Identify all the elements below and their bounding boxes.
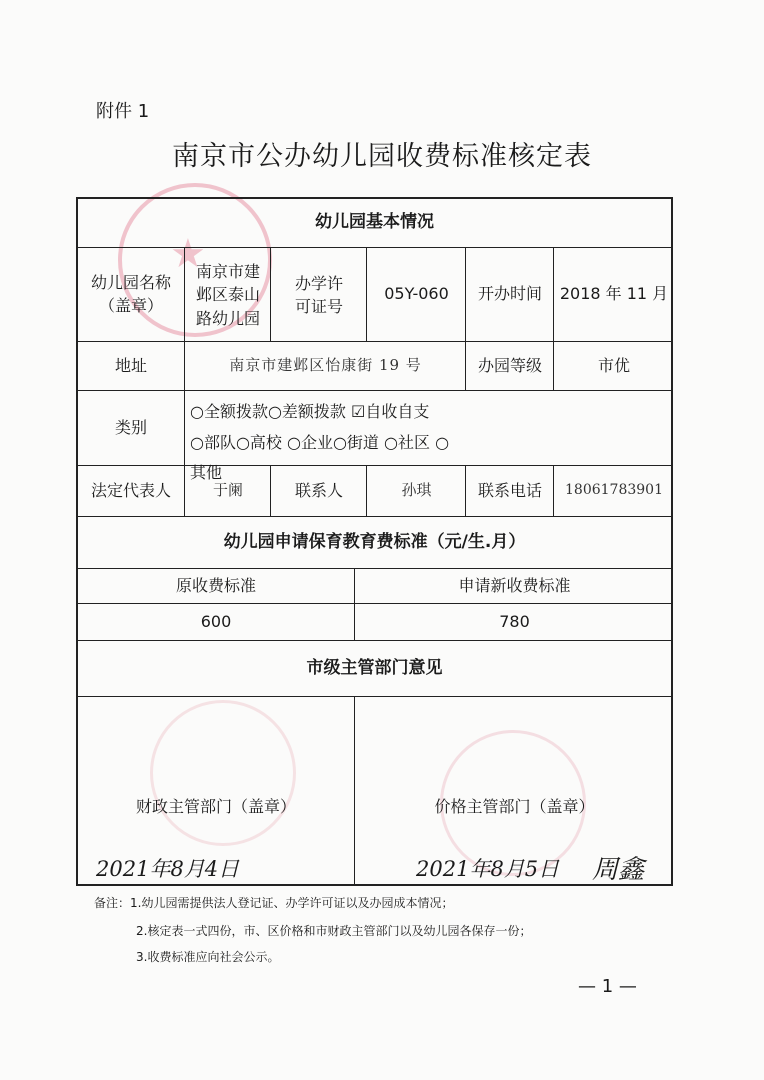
note-1: 备注：1.幼儿园需提供法人登记证、办学许可证以及办园成本情况；: [94, 896, 454, 910]
attachment-label: 附件 1: [96, 101, 150, 122]
label-address: 地址: [114, 355, 147, 375]
section-basic-info: 幼儿园基本情况: [315, 212, 434, 233]
label-kindergarten-name: 幼儿园名称（盖章）: [90, 272, 171, 315]
label-opening-date: 开办时间: [477, 284, 542, 304]
label-category: 类别: [114, 417, 147, 437]
value-opening-date: 2018 年 11 月: [559, 284, 669, 304]
label-new-fee: 申请新收费标准: [458, 575, 571, 595]
finance-signature-date: 2021年8月4日: [96, 857, 240, 881]
value-kindergarten-name: 南京市建邺区泰山路幼儿园: [195, 262, 260, 328]
label-license-number: 办学许可证号: [294, 273, 343, 316]
note-3: 3.收费标准应向社会公示。: [136, 950, 280, 964]
section-dept-opinion: 市级主管部门意见: [306, 657, 443, 678]
label-original-fee: 原收费标准: [175, 575, 256, 595]
kindergarten-seal: ★: [118, 183, 272, 337]
value-new-fee: 780: [499, 611, 530, 631]
category-options-line2: ○部队○高校 ○企业○街道 ○社区 ○其他: [190, 433, 450, 482]
value-original-fee: 600: [200, 611, 232, 631]
value-contact-person: 孙琪: [401, 480, 432, 499]
value-address: 南京市建邺区怡康街 19 号: [229, 355, 422, 374]
value-legal-representative: 于阑: [212, 480, 243, 499]
value-grade: 市优: [597, 355, 630, 375]
page-number: — 1 —: [578, 976, 637, 997]
document-title: 南京市公办幼儿园收费标准核定表: [172, 141, 592, 172]
category-options-line1: ○全额拨款○差额拨款 ☑自收自支: [190, 402, 430, 421]
label-legal-representative: 法定代表人: [90, 480, 171, 500]
value-license-number: 05Y-060: [384, 284, 449, 304]
note-2: 2.核定表一式四份，市、区价格和市财政主管部门以及幼儿园各保存一份；: [136, 924, 532, 938]
price-dept-label: 价格主管部门（盖章）: [434, 797, 595, 817]
value-phone: 18061783901: [565, 482, 663, 499]
handwritten-signature: 周鑫: [592, 855, 645, 885]
price-signature-date: 2021年8月5日: [416, 857, 560, 881]
label-grade: 办园等级: [477, 355, 542, 375]
finance-dept-label: 财政主管部门（盖章）: [135, 797, 296, 817]
section-fee-standard: 幼儿园申请保育教育费标准（元/生.月）: [223, 531, 526, 552]
label-phone: 联系电话: [477, 480, 542, 500]
label-contact-person: 联系人: [294, 480, 343, 500]
